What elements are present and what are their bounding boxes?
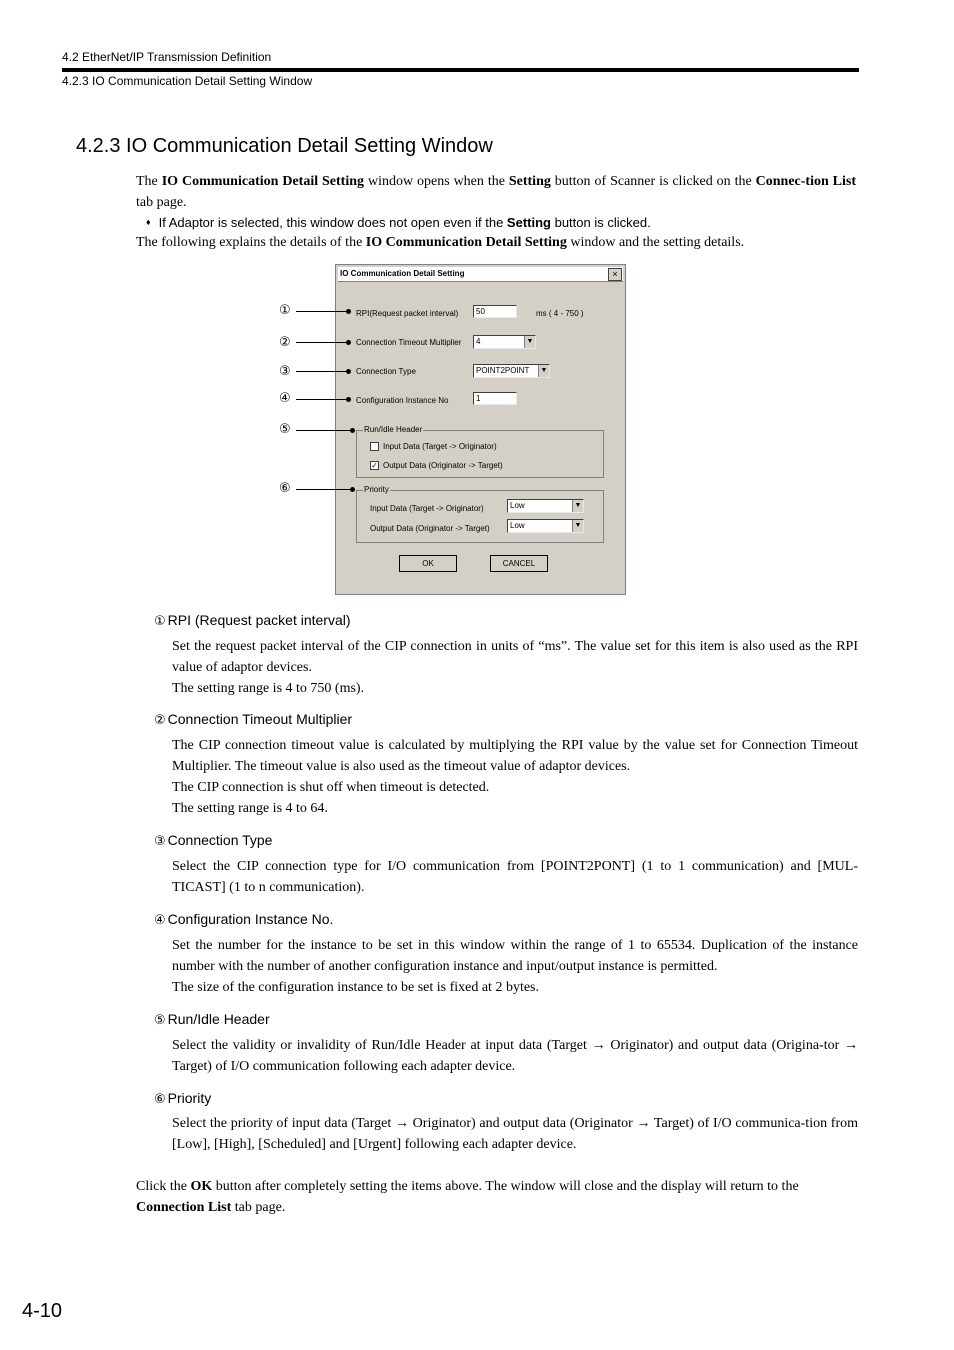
connection-type-select[interactable]: POINT2POINT ▼ <box>473 364 550 378</box>
callout-5: ⑤ <box>279 422 291 437</box>
leader-line-1 <box>296 311 346 312</box>
leader-line-4 <box>296 399 346 400</box>
callout-3: ③ <box>279 364 291 379</box>
item-heading-5: ⑤ Run/Idle Header <box>154 1011 270 1028</box>
leader-line-6 <box>296 489 350 490</box>
item-body-3: Select the CIP connection type for I/O communication from [POINT2PONT] (1 to 1 communication) and [MUL-TICAST] (1 to n communication). <box>172 859 858 895</box>
closing-paragraph: Click the OK button after completely setting the items above. The window will close and the display will return to the Connection List tab page. <box>136 1179 799 1215</box>
leader-dot-6 <box>350 487 355 492</box>
intro-paragraph-2: The following explains the details of the IO Communication Detail Setting window and the setting details. <box>136 235 745 250</box>
callout-4: ④ <box>279 391 291 406</box>
item-heading-3: ③ Connection Type <box>154 832 273 849</box>
run-idle-caption: Run/Idle Header <box>364 425 423 434</box>
runidle-output-label: Output Data (Originator -> Target) <box>383 461 503 470</box>
leader-dot-4 <box>346 397 351 402</box>
leader-line-5 <box>296 430 350 431</box>
runidle-input-checkbox[interactable] <box>370 442 379 451</box>
priority-output-select[interactable]: Low ▼ <box>507 519 584 533</box>
timeout-select[interactable]: 4 ▼ <box>473 335 536 349</box>
running-header-section: 4.2 EtherNet/IP Transmission Definition <box>62 50 272 64</box>
item-body-6: Select the priority of input data (Target → Originator) and output data (Originator → Target) of I/O communica-tion from [Low], [High], [Scheduled] and [Urgent] following each adapter device. <box>172 1116 858 1152</box>
section-title: 4.2.3 IO Communication Detail Setting Window <box>76 135 493 157</box>
leader-line-3 <box>296 371 346 372</box>
chevron-down-icon[interactable]: ▼ <box>538 365 549 377</box>
item-heading-2: ② Connection Timeout Multiplier <box>154 711 353 728</box>
dialog-titlebar <box>338 267 623 282</box>
callout-1: ① <box>279 303 291 318</box>
item-heading-1: ① RPI (Request packet interval) <box>154 612 351 629</box>
header-rule <box>62 68 859 72</box>
rpi-label: RPI(Request packet interval) <box>356 309 459 318</box>
runidle-output-checkbox[interactable]: ✓ <box>371 461 378 470</box>
cancel-button[interactable]: CANCEL <box>490 555 548 572</box>
leader-dot-5 <box>350 428 355 433</box>
config-instance-label: Configuration Instance No <box>356 396 449 405</box>
priority-input-select[interactable]: Low ▼ <box>507 499 584 513</box>
dialog-title: IO Communication Detail Setting <box>340 269 465 278</box>
item-body-4: Set the number for the instance to be set in this window within the range of 1 to 65534. Duplication of the instance number with the number of another configuration instance and input/output instance is permitted. The size of the configuration instance to be set is fixed at 2 bytes. <box>172 938 858 995</box>
rpi-input[interactable]: 50 <box>473 305 517 318</box>
callout-6: ⑥ <box>279 481 291 496</box>
diamond-bullet-icon: ♦ <box>146 217 151 227</box>
item-body-1: Set the request packet interval of the CIP connection in units of “ms”. The value set for this item is also used as the RPI value of adaptor devices. The setting range is 4 to 750 (ms). <box>172 639 858 696</box>
run-idle-group <box>356 425 604 478</box>
leader-dot-1 <box>346 309 351 314</box>
config-instance-input[interactable]: 1 <box>473 392 517 405</box>
priority-output-label: Output Data (Originator -> Target) <box>370 524 490 533</box>
io-detail-setting-dialog <box>335 264 626 595</box>
chevron-down-icon[interactable]: ▼ <box>524 336 535 348</box>
chevron-down-icon[interactable]: ▼ <box>572 520 583 532</box>
timeout-label: Connection Timeout Multiplier <box>356 338 462 347</box>
item-heading-6: ⑥ Priority <box>154 1090 212 1107</box>
rpi-range: ms ( 4 - 750 ) <box>536 309 584 318</box>
item-body-2: The CIP connection timeout value is calculated by multiplying the RPI value by the value set for Connection Timeout Multiplier. The timeout value is also used as the timeout value of adaptor devices. The CIP connection is shut off when timeout is detected. The setting range is 4 to 64. <box>172 738 858 816</box>
page-number: 4-10 <box>22 1300 63 1322</box>
item-heading-4: ④ Configuration Instance No. <box>154 911 334 928</box>
intro-paragraph: The IO Communication Detail Setting window opens when the Setting button of Scanner is clicked on the Connec-tion List tab page. <box>136 174 857 210</box>
runidle-input-label: Input Data (Target -> Originator) <box>383 442 497 451</box>
leader-line-2 <box>296 342 346 343</box>
priority-caption: Priority <box>364 485 389 494</box>
connection-type-label: Connection Type <box>356 367 416 376</box>
priority-input-label: Input Data (Target -> Originator) <box>370 504 484 513</box>
running-header-subsection: 4.2.3 IO Communication Detail Setting Window <box>62 74 313 88</box>
chevron-down-icon[interactable]: ▼ <box>572 500 583 512</box>
priority-group <box>356 485 604 543</box>
close-icon[interactable]: × <box>608 268 622 281</box>
leader-dot-3 <box>346 369 351 374</box>
leader-dot-2 <box>346 340 351 345</box>
callout-2: ② <box>279 335 291 350</box>
item-body-5: Select the validity or invalidity of Run/Idle Header at input data (Target → Originator) and output data (Origina-tor → Target) of I/O communication following each adapter device. <box>172 1038 858 1074</box>
note: ♦ If Adaptor is selected, this window does not open even if the Setting button is clicked. <box>146 215 651 230</box>
ok-button[interactable]: OK <box>399 555 457 572</box>
